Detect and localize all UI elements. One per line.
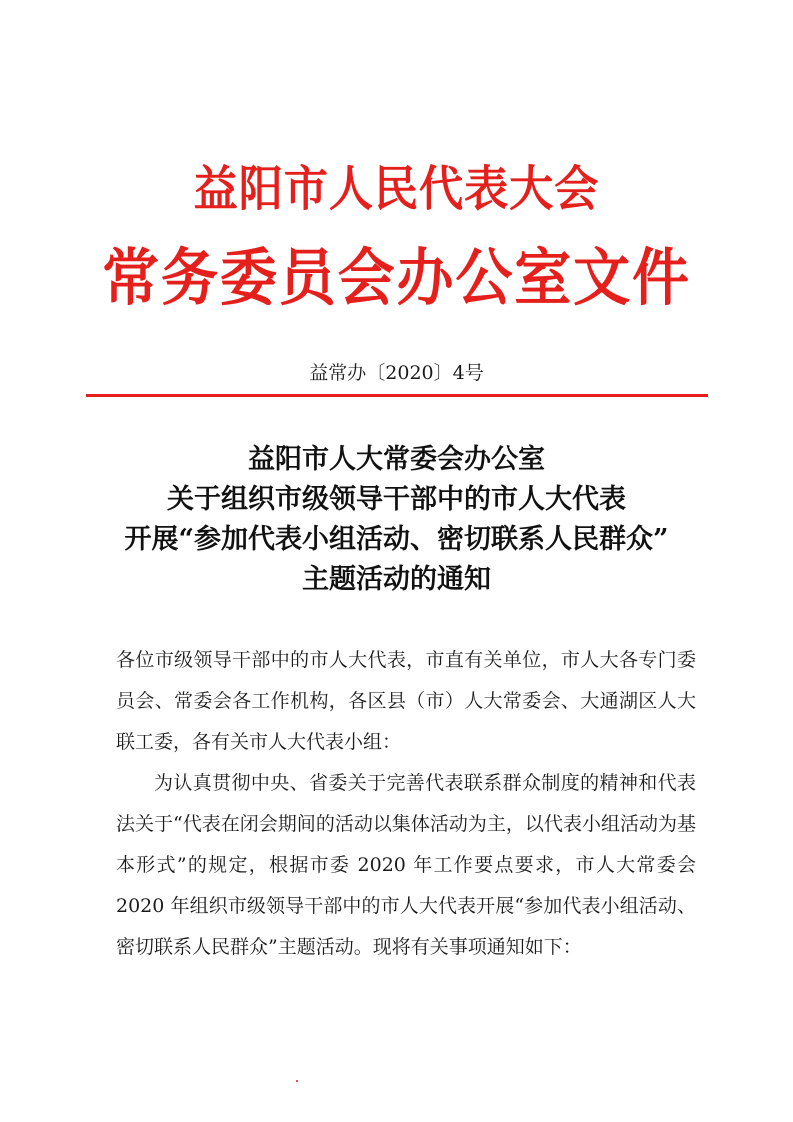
salutation: 各位市级领导干部中的市人大代表，市直有关单位，市人大各专门委员会、常委会各工作机构，各区县（市）人大常委会、大通湖区人大联工委，各有关市人大代表小组：	[116, 649, 696, 753]
document-number: 益常办〔2020〕4号	[309, 362, 484, 384]
issuing-authority-line2: 常务委员会办公室文件	[102, 241, 691, 314]
body-paragraph-1: 为认真贯彻中央、省委关于完善代表联系群众制度的精神和代表法关于“代表在闭会期间的活动以集体活动为主，以代表小组活动为基本形式”的规定，根据市委 2020 年工作要点要求，市人大常委会 2020 年组织市级领导干部中的市人大代表开展“参加代表小组活动、密切联系人民群众”主题活动。现将有关事项通知如下：	[116, 772, 696, 958]
document-title	[60, 440, 733, 600]
red-divider-line	[86, 394, 708, 397]
title-line3: 开展“参加代表小组活动、密切联系人民群众”	[124, 524, 669, 555]
title-line2: 关于组织市级领导干部中的市人大代表	[167, 484, 626, 515]
title-line1: 益阳市人大常委会办公室	[248, 444, 545, 475]
document-body	[116, 640, 696, 968]
ink-speck	[296, 1080, 298, 1082]
title-line4: 主题活动的通知	[302, 564, 491, 595]
issuing-authority-line1: 益阳市人民代表大会	[193, 161, 600, 217]
